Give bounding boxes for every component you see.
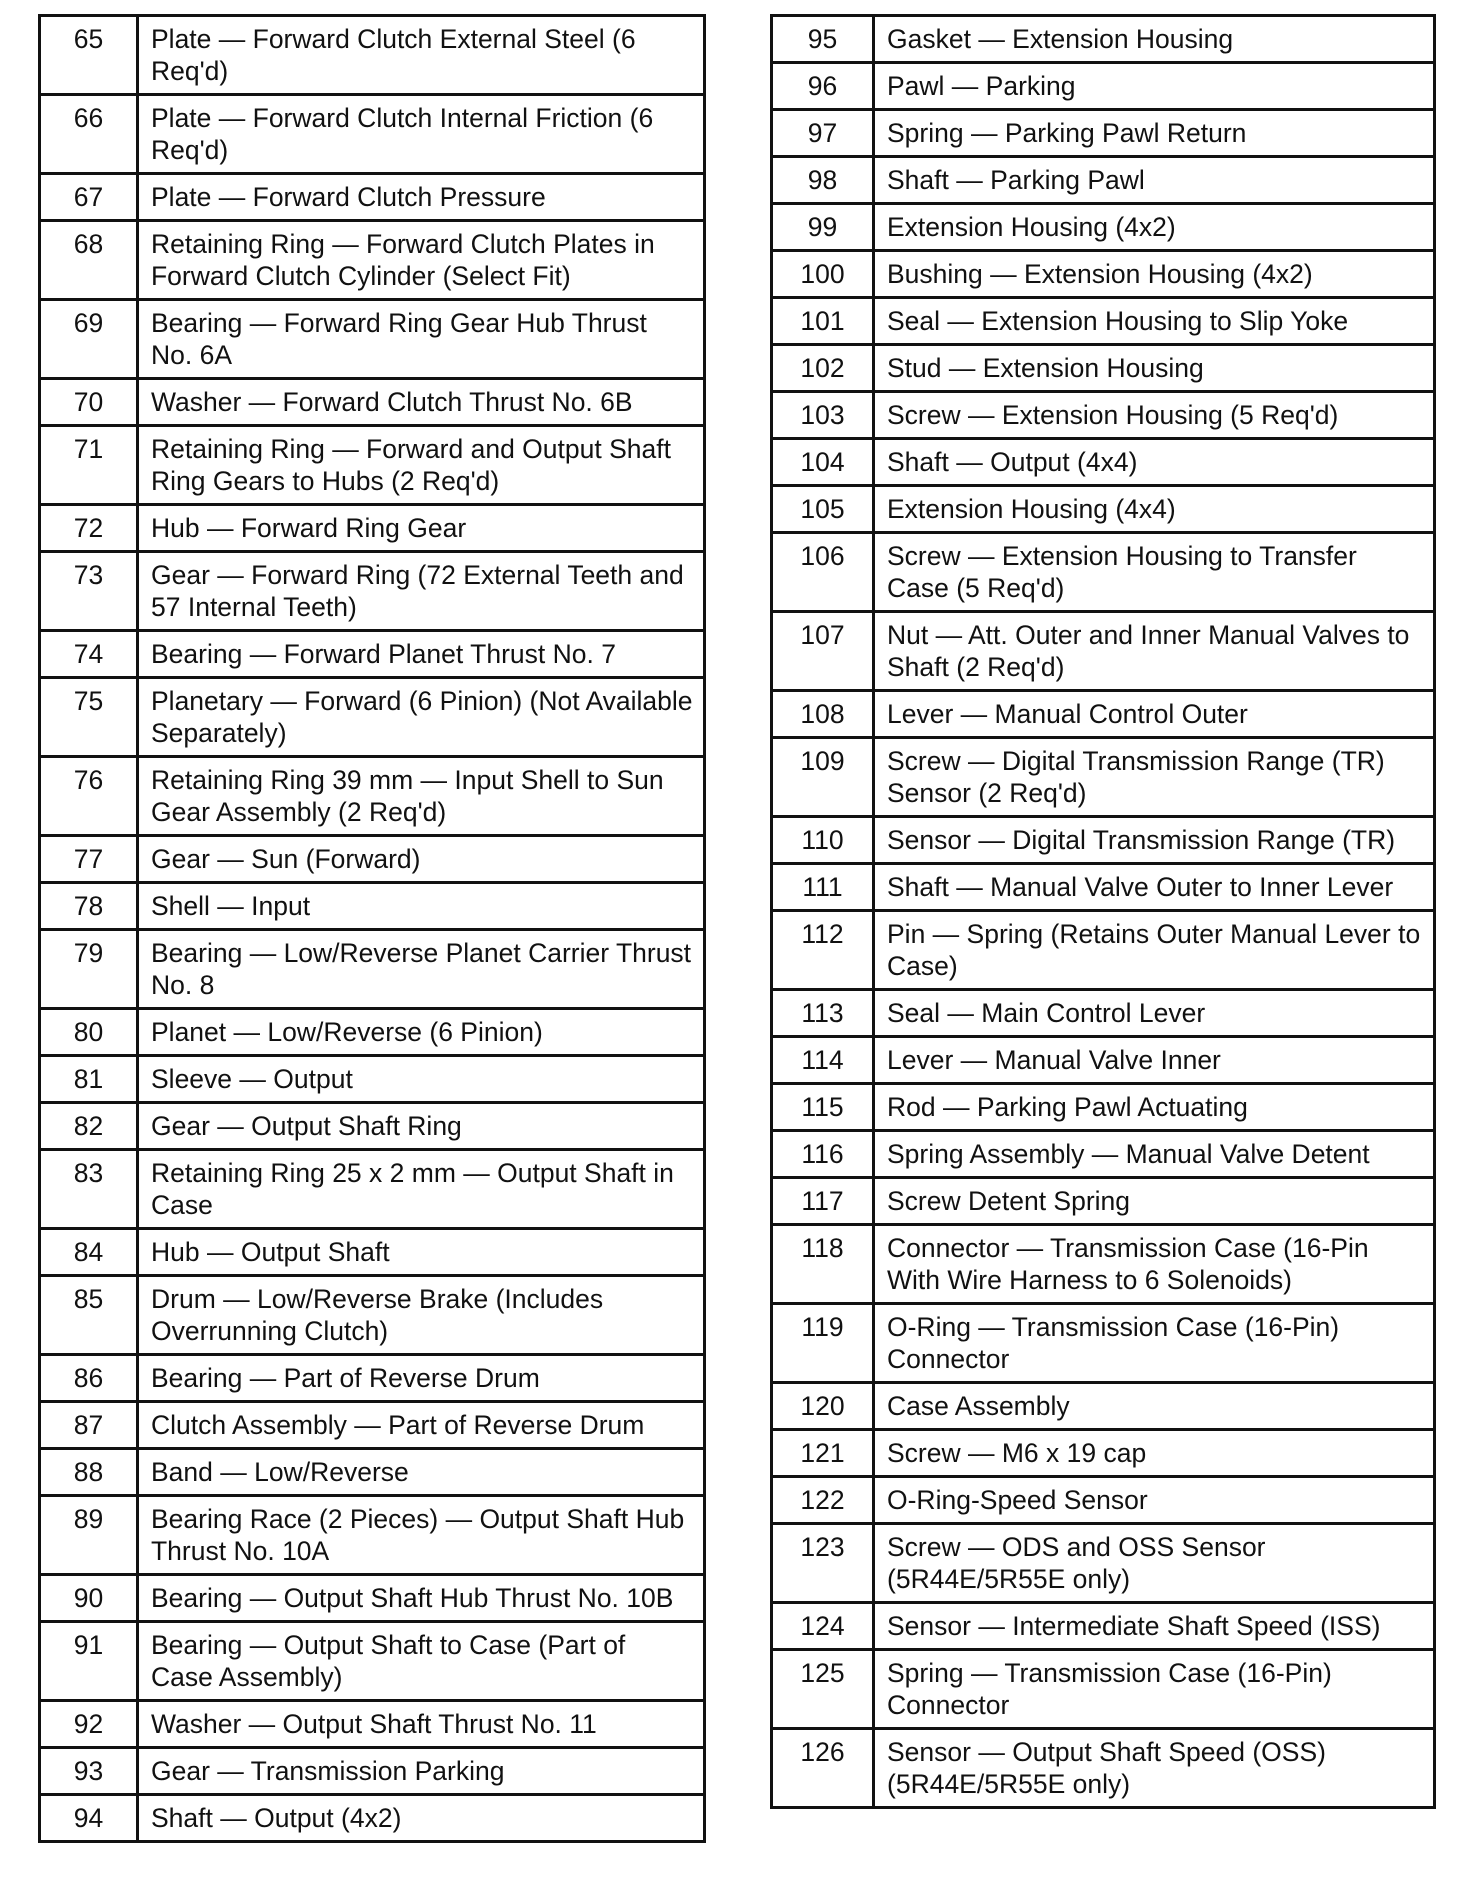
part-row (40, 221, 705, 300)
part-number: 82 (40, 1103, 138, 1150)
part-description: Pawl — Parking (874, 63, 1435, 110)
part-row (772, 911, 1435, 990)
part-row (40, 174, 705, 221)
part-row (40, 1355, 705, 1402)
part-row (772, 612, 1435, 691)
part-row (772, 990, 1435, 1037)
part-number: 90 (40, 1575, 138, 1622)
part-number: 65 (40, 16, 138, 95)
part-row (772, 204, 1435, 251)
part-description: Gear — Transmission Parking (138, 1748, 705, 1795)
part-row (772, 439, 1435, 486)
part-number: 123 (772, 1524, 874, 1603)
part-row (772, 110, 1435, 157)
part-number: 100 (772, 251, 874, 298)
part-description: Washer — Forward Clutch Thrust No. 6B (138, 379, 705, 426)
part-row (40, 16, 705, 95)
part-description: Planetary — Forward (6 Pinion) (Not Available Separately) (138, 678, 705, 757)
part-number: 67 (40, 174, 138, 221)
part-number: 94 (40, 1795, 138, 1842)
part-number: 72 (40, 505, 138, 552)
part-description: Plate — Forward Clutch Pressure (138, 174, 705, 221)
part-description: Drum — Low/Reverse Brake (Includes Overrunning Clutch) (138, 1276, 705, 1355)
part-row (772, 16, 1435, 63)
part-number: 116 (772, 1131, 874, 1178)
part-row (40, 930, 705, 1009)
part-number: 73 (40, 552, 138, 631)
part-number: 95 (772, 16, 874, 63)
part-number: 71 (40, 426, 138, 505)
part-description: Gear — Forward Ring (72 External Teeth and 57 Internal Teeth) (138, 552, 705, 631)
part-row (40, 505, 705, 552)
part-row (40, 1496, 705, 1575)
part-number: 66 (40, 95, 138, 174)
part-number: 76 (40, 757, 138, 836)
part-row (40, 631, 705, 678)
part-row (772, 1729, 1435, 1808)
part-row (772, 1037, 1435, 1084)
part-row (772, 1524, 1435, 1603)
part-row (40, 552, 705, 631)
part-number: 104 (772, 439, 874, 486)
part-number: 68 (40, 221, 138, 300)
part-row (40, 1103, 705, 1150)
part-description: Retaining Ring 39 mm — Input Shell to Sun Gear Assembly (2 Req'd) (138, 757, 705, 836)
part-description: Screw — M6 x 19 cap (874, 1430, 1435, 1477)
part-row (772, 864, 1435, 911)
part-row (40, 1229, 705, 1276)
part-row (772, 1603, 1435, 1650)
part-description: Hub — Output Shaft (138, 1229, 705, 1276)
part-description: Bearing — Output Shaft Hub Thrust No. 10B (138, 1575, 705, 1622)
parts-table-left-body (40, 16, 705, 1842)
part-description: Retaining Ring — Forward and Output Shaft Ring Gears to Hubs (2 Req'd) (138, 426, 705, 505)
part-description: Case Assembly (874, 1383, 1435, 1430)
part-row (772, 345, 1435, 392)
part-row (772, 1304, 1435, 1383)
part-description: Planet — Low/Reverse (6 Pinion) (138, 1009, 705, 1056)
part-number: 103 (772, 392, 874, 439)
part-number: 124 (772, 1603, 874, 1650)
part-number: 77 (40, 836, 138, 883)
part-row (40, 379, 705, 426)
part-description: Spring Assembly — Manual Valve Detent (874, 1131, 1435, 1178)
part-number: 112 (772, 911, 874, 990)
part-number: 119 (772, 1304, 874, 1383)
part-row (40, 1449, 705, 1496)
part-description: Screw Detent Spring (874, 1178, 1435, 1225)
part-description: Band — Low/Reverse (138, 1449, 705, 1496)
part-row (772, 63, 1435, 110)
part-description: Shaft — Manual Valve Outer to Inner Lever (874, 864, 1435, 911)
part-number: 91 (40, 1622, 138, 1701)
part-row (40, 1622, 705, 1701)
part-description: Retaining Ring — Forward Clutch Plates in Forward Clutch Cylinder (Select Fit) (138, 221, 705, 300)
part-description: Nut — Att. Outer and Inner Manual Valves to Shaft (2 Req'd) (874, 612, 1435, 691)
part-number: 79 (40, 930, 138, 1009)
part-description: Screw — Digital Transmission Range (TR) Sensor (2 Req'd) (874, 738, 1435, 817)
part-description: Gasket — Extension Housing (874, 16, 1435, 63)
part-number: 114 (772, 1037, 874, 1084)
part-number: 74 (40, 631, 138, 678)
part-number: 111 (772, 864, 874, 911)
part-number: 117 (772, 1178, 874, 1225)
part-description: Sleeve — Output (138, 1056, 705, 1103)
part-row (40, 1150, 705, 1229)
part-description: Gear — Output Shaft Ring (138, 1103, 705, 1150)
part-description: O-Ring-Speed Sensor (874, 1477, 1435, 1524)
part-description: Retaining Ring 25 x 2 mm — Output Shaft in Case (138, 1150, 705, 1229)
part-number: 86 (40, 1355, 138, 1402)
part-number: 107 (772, 612, 874, 691)
part-number: 109 (772, 738, 874, 817)
part-row (40, 836, 705, 883)
part-row (772, 1131, 1435, 1178)
part-number: 106 (772, 533, 874, 612)
part-number: 120 (772, 1383, 874, 1430)
part-row (772, 691, 1435, 738)
part-description: Bearing — Low/Reverse Planet Carrier Thrust No. 8 (138, 930, 705, 1009)
part-description: Shaft — Output (4x2) (138, 1795, 705, 1842)
part-number: 85 (40, 1276, 138, 1355)
part-row (40, 757, 705, 836)
part-description: Seal — Extension Housing to Slip Yoke (874, 298, 1435, 345)
part-row (772, 817, 1435, 864)
part-row (772, 486, 1435, 533)
part-row (772, 157, 1435, 204)
part-description: Spring — Parking Pawl Return (874, 110, 1435, 157)
part-number: 70 (40, 379, 138, 426)
part-number: 125 (772, 1650, 874, 1729)
part-number: 69 (40, 300, 138, 379)
part-description: O-Ring — Transmission Case (16-Pin) Connector (874, 1304, 1435, 1383)
part-number: 88 (40, 1449, 138, 1496)
part-description: Seal — Main Control Lever (874, 990, 1435, 1037)
part-number: 121 (772, 1430, 874, 1477)
part-number: 115 (772, 1084, 874, 1131)
part-description: Extension Housing (4x2) (874, 204, 1435, 251)
part-description: Bearing Race (2 Pieces) — Output Shaft Hub Thrust No. 10A (138, 1496, 705, 1575)
part-number: 75 (40, 678, 138, 757)
part-description: Pin — Spring (Retains Outer Manual Lever to Case) (874, 911, 1435, 990)
part-description: Shaft — Output (4x4) (874, 439, 1435, 486)
part-description: Plate — Forward Clutch External Steel (6 Req'd) (138, 16, 705, 95)
part-number: 122 (772, 1477, 874, 1524)
part-row (772, 251, 1435, 298)
part-description: Sensor — Digital Transmission Range (TR) (874, 817, 1435, 864)
part-number: 110 (772, 817, 874, 864)
part-description: Screw — Extension Housing (5 Req'd) (874, 392, 1435, 439)
part-row (40, 1056, 705, 1103)
part-number: 99 (772, 204, 874, 251)
part-number: 78 (40, 883, 138, 930)
part-number: 105 (772, 486, 874, 533)
part-description: Screw — Extension Housing to Transfer Case (5 Req'd) (874, 533, 1435, 612)
part-number: 102 (772, 345, 874, 392)
part-number: 108 (772, 691, 874, 738)
part-row (772, 298, 1435, 345)
part-row (40, 883, 705, 930)
part-description: Plate — Forward Clutch Internal Friction (6 Req'd) (138, 95, 705, 174)
part-row (772, 1650, 1435, 1729)
part-description: Bearing — Forward Planet Thrust No. 7 (138, 631, 705, 678)
part-number: 92 (40, 1701, 138, 1748)
part-number: 96 (772, 63, 874, 110)
part-row (40, 1402, 705, 1449)
part-row (772, 1383, 1435, 1430)
part-number: 93 (40, 1748, 138, 1795)
part-description: Rod — Parking Pawl Actuating (874, 1084, 1435, 1131)
part-row (772, 1178, 1435, 1225)
part-number: 101 (772, 298, 874, 345)
parts-table-right (770, 14, 1436, 1809)
part-row (772, 392, 1435, 439)
part-number: 118 (772, 1225, 874, 1304)
part-row (40, 1009, 705, 1056)
part-description: Stud — Extension Housing (874, 345, 1435, 392)
part-row (40, 1795, 705, 1842)
part-number: 113 (772, 990, 874, 1037)
part-description: Hub — Forward Ring Gear (138, 505, 705, 552)
part-row (40, 426, 705, 505)
part-description: Shaft — Parking Pawl (874, 157, 1435, 204)
part-number: 83 (40, 1150, 138, 1229)
part-number: 126 (772, 1729, 874, 1808)
part-row (772, 533, 1435, 612)
part-description: Spring — Transmission Case (16-Pin) Connector (874, 1650, 1435, 1729)
part-description: Bushing — Extension Housing (4x2) (874, 251, 1435, 298)
part-description: Extension Housing (4x4) (874, 486, 1435, 533)
part-row (772, 1477, 1435, 1524)
part-number: 87 (40, 1402, 138, 1449)
part-row (772, 1225, 1435, 1304)
part-number: 81 (40, 1056, 138, 1103)
part-description: Bearing — Forward Ring Gear Hub Thrust No. 6A (138, 300, 705, 379)
part-number: 89 (40, 1496, 138, 1575)
part-description: Screw — ODS and OSS Sensor (5R44E/5R55E only) (874, 1524, 1435, 1603)
part-row (772, 1084, 1435, 1131)
parts-table-right-body (772, 16, 1435, 1808)
part-number: 84 (40, 1229, 138, 1276)
part-number: 97 (772, 110, 874, 157)
part-row (40, 95, 705, 174)
part-description: Bearing — Output Shaft to Case (Part of Case Assembly) (138, 1622, 705, 1701)
part-description: Clutch Assembly — Part of Reverse Drum (138, 1402, 705, 1449)
part-row (772, 1430, 1435, 1477)
part-description: Washer — Output Shaft Thrust No. 11 (138, 1701, 705, 1748)
part-description: Connector — Transmission Case (16-Pin With Wire Harness to 6 Solenoids) (874, 1225, 1435, 1304)
part-description: Shell — Input (138, 883, 705, 930)
part-description: Sensor — Intermediate Shaft Speed (ISS) (874, 1603, 1435, 1650)
part-description: Lever — Manual Control Outer (874, 691, 1435, 738)
part-row (40, 1575, 705, 1622)
part-row (40, 1701, 705, 1748)
part-number: 98 (772, 157, 874, 204)
part-number: 80 (40, 1009, 138, 1056)
parts-table-left (38, 14, 706, 1843)
part-row (40, 678, 705, 757)
part-description: Sensor — Output Shaft Speed (OSS) (5R44E/5R55E only) (874, 1729, 1435, 1808)
part-row (40, 1276, 705, 1355)
part-description: Gear — Sun (Forward) (138, 836, 705, 883)
part-row (40, 300, 705, 379)
part-row (40, 1748, 705, 1795)
part-description: Bearing — Part of Reverse Drum (138, 1355, 705, 1402)
part-row (772, 738, 1435, 817)
part-description: Lever — Manual Valve Inner (874, 1037, 1435, 1084)
